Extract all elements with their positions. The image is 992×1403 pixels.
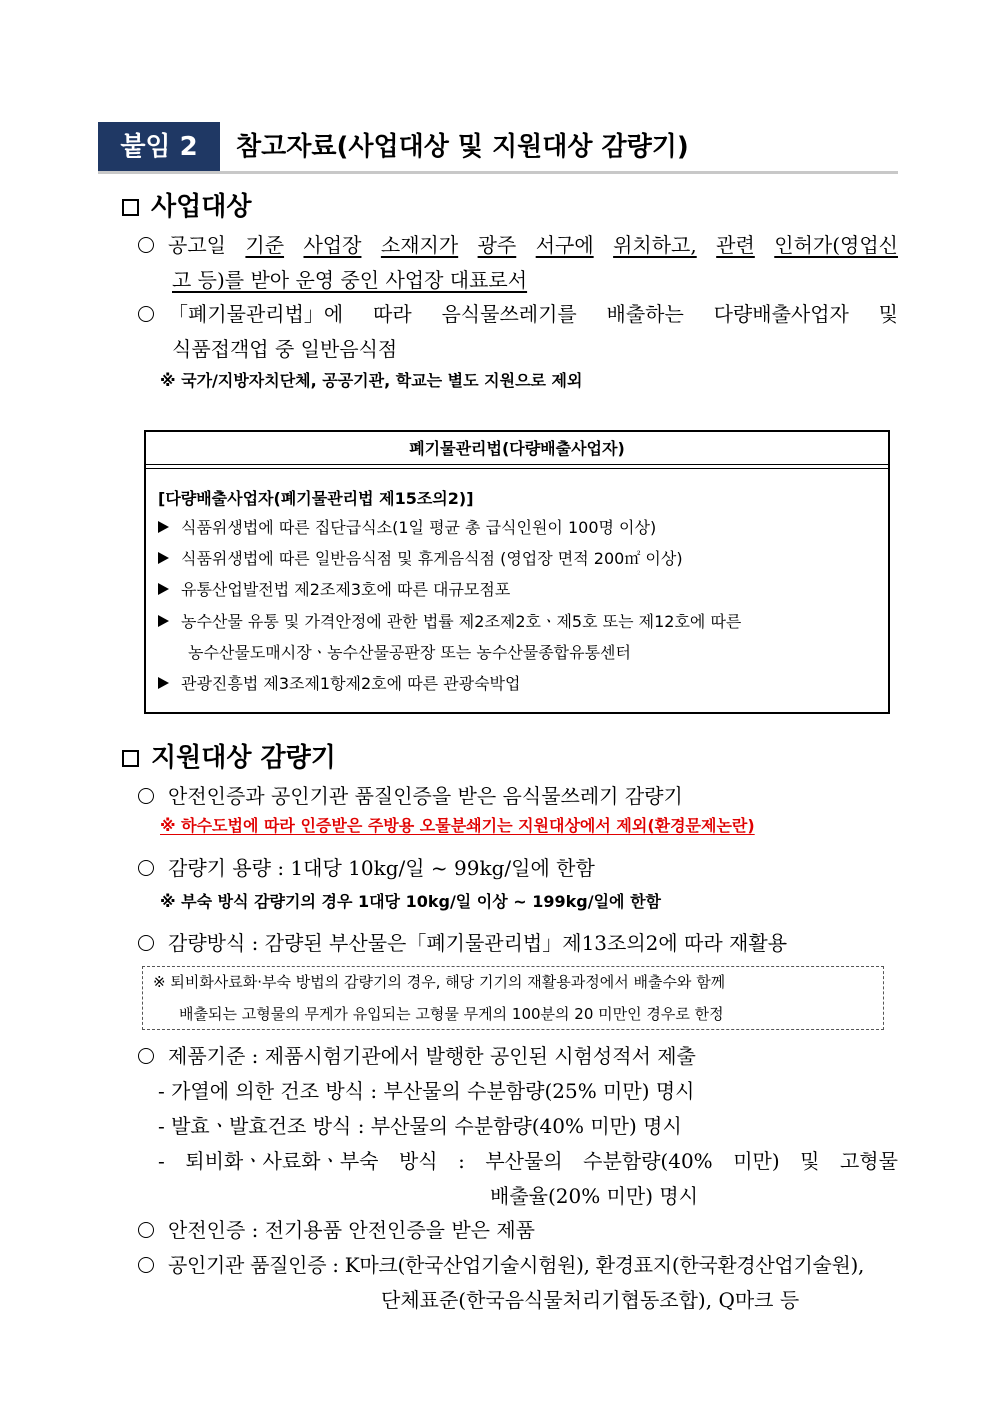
list-item: 안전인증 : 전기용품 안전인증을 받은 제품: [138, 1213, 898, 1248]
law-box-subtitle: [다량배출사업자(폐기물관리법 제15조의2)]: [158, 489, 474, 508]
triangle-bullet-icon: [158, 615, 169, 627]
title-rule: [98, 171, 898, 174]
item-line: [138, 228, 898, 263]
word: 부산물의: [485, 1149, 563, 1173]
sub-item-cont: 배출율(20% 미만) 명시: [490, 1184, 699, 1208]
section-heading-text: 사업대상: [151, 192, 252, 222]
list-item: [138, 297, 898, 367]
list-item: [138, 228, 898, 298]
triangle-bullet-icon: [158, 583, 169, 595]
word: 수분함량(40%: [583, 1149, 713, 1173]
item-line-cont: 식품접객업 중 일반음식점: [172, 337, 398, 361]
divider: [146, 464, 888, 465]
section-heading-support-target: [122, 742, 336, 774]
section-heading-business-target: [122, 191, 251, 223]
list-item: 안전인증과 공인기관 품질인증을 받은 음식물쓰레기 감량기: [138, 779, 898, 814]
law-item: 식품위생법에 따른 일반음식점 및 휴게음식점 (영업장 면적 200㎡ 이상): [158, 547, 683, 571]
circle-bullet-icon: [138, 860, 154, 876]
list-item: 제품기준 : 제품시험기관에서 발행한 공인된 시험성적서 제출: [138, 1039, 898, 1074]
word: 기준: [245, 233, 285, 257]
law-reference-box: [144, 430, 890, 714]
word: 고형물: [839, 1149, 898, 1173]
circle-bullet-icon: [138, 1048, 154, 1064]
capacity-note: ※ 부숙 방식 감량기의 경우 1대당 10kg/일 이상 ~ 199kg/일에 한함: [160, 892, 662, 911]
word: [138, 228, 226, 263]
square-bullet-icon: [122, 750, 139, 767]
word: 「폐기물관리법」에: [168, 302, 344, 326]
word: 음식물쓰레기를: [441, 302, 577, 326]
circle-bullet-icon: [138, 237, 154, 253]
dashed-note-line: 배출되는 고형물의 무게가 유입되는 고형물 무게의 100분의 20 미만인 경우로 한정: [179, 1005, 724, 1023]
law-item: 농수산물 유통 및 가격안정에 관한 법률 제2조제2호ㆍ제5호 또는 제12호에 따른: [158, 610, 741, 634]
list-item-cont: 단체표준(한국음식물처리기협동조합), Q마크 등: [381, 1288, 800, 1312]
word: 퇴비화ㆍ사료화ㆍ부숙: [185, 1149, 379, 1173]
word: 사업장: [303, 233, 362, 257]
triangle-bullet-icon: [158, 552, 169, 564]
law-item: 관광진흥법 제3조제1항제2호에 따른 관광숙박업: [158, 672, 520, 696]
sub-item: - 가열에 의한 건조 방식 : 부산물의 수분함량(25% 미만) 명시: [158, 1079, 695, 1103]
word: 광주: [477, 233, 517, 257]
list-item: 감량기 용량 : 1대당 10kg/일 ~ 99kg/일에 한함: [138, 851, 898, 886]
list-item: 공인기관 품질인증 : K마크(한국산업기술시험원), 환경표지(한국환경산업기술원),: [138, 1248, 898, 1283]
circle-bullet-icon: [138, 1222, 154, 1238]
word: 미만): [733, 1149, 780, 1173]
attachment-badge: 붙임 2: [98, 122, 220, 172]
word: 서구에: [535, 233, 594, 257]
dashed-note-box: [142, 966, 884, 1030]
circle-bullet-icon: [138, 788, 154, 804]
law-item-cont: 농수산물도매시장ㆍ농수산물공판장 또는 농수산물종합유통센터: [188, 643, 631, 662]
word: 다량배출사업자: [713, 302, 849, 326]
sub-item: - 발효ㆍ발효건조 방식 : 부산물의 수분함량(40% 미만) 명시: [158, 1114, 682, 1138]
triangle-bullet-icon: [158, 677, 169, 689]
title-bar: [98, 122, 898, 172]
circle-bullet-icon: [138, 935, 154, 951]
exclusion-note: ※ 국가/지방자치단체, 공공기관, 학교는 별도 지원으로 제외: [160, 371, 583, 390]
square-bullet-icon: [122, 199, 139, 216]
word: 및: [878, 302, 898, 326]
page-title: 참고자료(사업대상 및 지원대상 감량기): [236, 132, 689, 162]
word: [138, 297, 343, 332]
item-line: [138, 297, 898, 332]
item-line-cont: 고 등)를 받아 운영 중인 사업장 대표로서: [172, 268, 528, 292]
dashed-note-line: ※ 퇴비화사료화·부숙 방법의 감량기의 경우, 해당 기기의 재활용과정에서 배출수와 함께: [153, 973, 726, 991]
list-item: 감량방식 : 감량된 부산물은「폐기물관리법」제13조의2에 따라 재활용: [138, 926, 898, 961]
word: -: [158, 1149, 165, 1173]
word: 배출하는: [606, 302, 684, 326]
word: 관련: [716, 233, 755, 257]
circle-bullet-icon: [138, 1257, 154, 1273]
word: :: [458, 1149, 465, 1173]
word: 인허가(영업신: [774, 233, 898, 257]
section-heading-text: 지원대상 감량기: [151, 743, 336, 773]
sub-item: [158, 1144, 898, 1179]
word: 따라: [373, 302, 412, 326]
triangle-bullet-icon: [158, 521, 169, 533]
divider: [146, 468, 888, 469]
exclusion-note-red: ※ 하수도법에 따라 인증받은 주방용 오물분쇄기는 지원대상에서 제외(환경문제논란): [160, 816, 755, 835]
law-item: 식품위생법에 따른 집단급식소(1일 평균 총 급식인원이 100명 이상): [158, 516, 656, 540]
word: 소재지가: [380, 233, 459, 257]
circle-bullet-icon: [138, 306, 154, 322]
word: 공고일: [168, 233, 226, 257]
word: 위치하고,: [613, 233, 697, 257]
law-item: 유통산업발전법 제2조제3호에 따른 대규모점포: [158, 578, 510, 602]
word: 및: [800, 1149, 820, 1173]
word: 방식: [398, 1149, 438, 1173]
law-box-header: 폐기물관리법(다량배출사업자): [409, 439, 625, 458]
